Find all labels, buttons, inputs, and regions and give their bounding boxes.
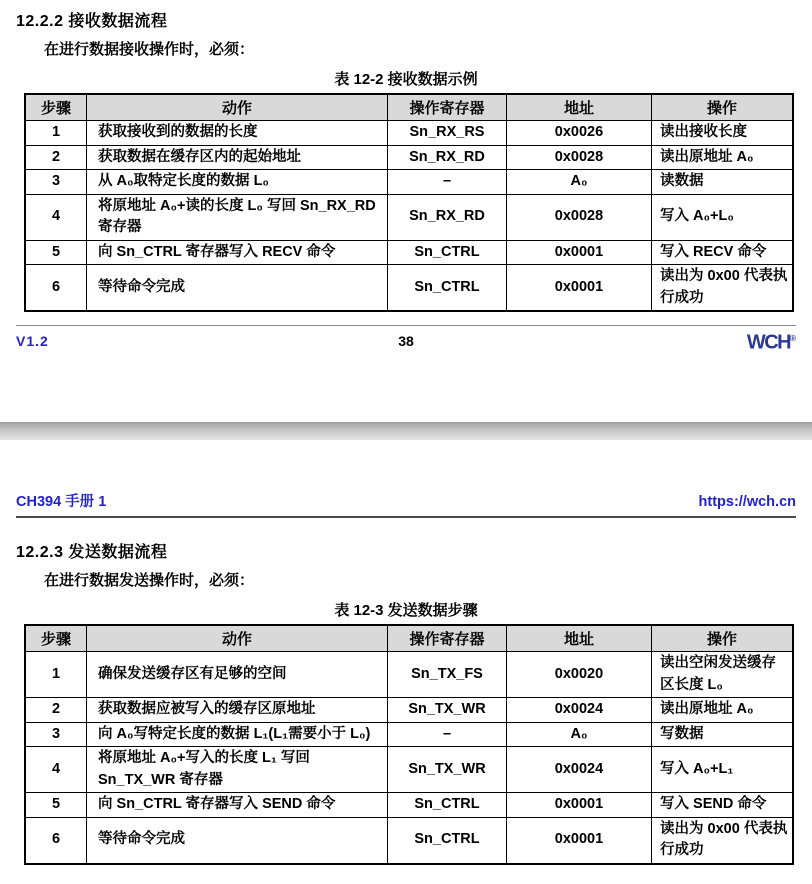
table-row	[25, 145, 793, 170]
table-cell: 读出空闲发送缓存区长度 L₀	[652, 652, 794, 698]
table-cell: 5	[25, 240, 87, 265]
table-cell: Sn_CTRL	[388, 265, 507, 312]
table-cell: 0x0024	[507, 698, 652, 723]
table-caption: 表 12-3 发送数据步骤	[334, 602, 478, 619]
table-cell: Sn_TX_WR	[388, 747, 507, 793]
table-row	[25, 652, 793, 698]
table-cell: 获取接收到的数据的长度	[87, 121, 388, 146]
table-cell: 将原地址 A₀+写入的长度 L₁ 写回 Sn_TX_WR 寄存器	[87, 747, 388, 793]
website-link[interactable]: https://wch.cn	[698, 494, 796, 510]
table-cell: 向 Sn_CTRL 寄存器写入 SEND 命令	[87, 793, 388, 818]
section-heading-send: 12.2.3 发送数据流程	[16, 544, 168, 561]
column-header: 操作	[652, 625, 794, 652]
table-cell: Sn_RX_RD	[388, 145, 507, 170]
column-header: 地址	[507, 625, 652, 652]
column-header: 动作	[87, 625, 388, 652]
table-cell: 写入 A₀+L₀	[652, 194, 794, 240]
intro-text: 在进行数据接收操作时，必须：	[44, 41, 255, 58]
table-cell: 确保发送缓存区有足够的空间	[87, 652, 388, 698]
table-cell: 2	[25, 145, 87, 170]
column-header: 操作寄存器	[388, 94, 507, 121]
table-cell: 3	[25, 722, 87, 747]
table-cell: 0x0028	[507, 194, 652, 240]
table-cell: 4	[25, 194, 87, 240]
table-cell: 向 A₀写特定长度的数据 L₁(L₁需要小于 L₀)	[87, 722, 388, 747]
table-cell: Sn_CTRL	[388, 793, 507, 818]
table-cell: 写入 SEND 命令	[652, 793, 794, 818]
page-separator	[0, 422, 812, 440]
table-cell: 获取数据应被写入的缓存区原地址	[87, 698, 388, 723]
wch-logo	[686, 330, 796, 352]
table-cell: A₀	[507, 722, 652, 747]
intro-text: 在进行数据发送操作时，必须：	[44, 572, 255, 589]
table-row	[25, 722, 793, 747]
table-cell: 0x0001	[507, 240, 652, 265]
table-cell: 读出为 0x00 代表执行成功	[652, 265, 794, 312]
table-header-row	[25, 625, 793, 652]
table-row	[25, 265, 793, 312]
table-cell: Sn_TX_WR	[388, 698, 507, 723]
table-cell: A₀	[507, 170, 652, 195]
table-cell: Sn_RX_RD	[388, 194, 507, 240]
table-cell: Sn_CTRL	[388, 240, 507, 265]
table-row	[25, 793, 793, 818]
table-cell: 读数据	[652, 170, 794, 195]
table-cell: Sn_CTRL	[388, 817, 507, 864]
version-label: V1.2	[16, 332, 49, 349]
table-caption: 表 12-2 接收数据示例	[334, 71, 478, 88]
table-cell: 3	[25, 170, 87, 195]
table-cell: 0x0001	[507, 817, 652, 864]
table-row	[25, 170, 793, 195]
section-heading-receive: 12.2.2 接收数据流程	[16, 13, 168, 30]
registered-trademark-mark: ®	[790, 334, 796, 343]
table-row	[25, 194, 793, 240]
table-row	[25, 747, 793, 793]
page-2	[0, 440, 812, 884]
doc-title: CH394 手册 1	[16, 494, 107, 510]
table-cell: 写入 A₀+L₁	[652, 747, 794, 793]
table-cell: 1	[25, 652, 87, 698]
table-cell: 读出原地址 A₀	[652, 698, 794, 723]
table-cell: 0x0028	[507, 145, 652, 170]
table-cell: 0x0001	[507, 793, 652, 818]
send-data-table	[24, 624, 794, 865]
table-cell: 将原地址 A₀+读的长度 L₀ 写回 Sn_RX_RD 寄存器	[87, 194, 388, 240]
table-cell: 读出原地址 A₀	[652, 145, 794, 170]
table-cell: 2	[25, 698, 87, 723]
page-footer	[16, 325, 796, 352]
table-cell: 读出为 0x00 代表执行成功	[652, 817, 794, 864]
table-cell: 向 Sn_CTRL 寄存器写入 RECV 命令	[87, 240, 388, 265]
column-header: 操作寄存器	[388, 625, 507, 652]
column-header: 步骤	[25, 94, 87, 121]
table-cell: 等待命令完成	[87, 265, 388, 312]
table-cell: 4	[25, 747, 87, 793]
table-cell: 6	[25, 817, 87, 864]
table-header-row	[25, 94, 793, 121]
table-row	[25, 240, 793, 265]
column-header: 操作	[652, 94, 794, 121]
table-cell: 0x0020	[507, 652, 652, 698]
column-header: 步骤	[25, 625, 87, 652]
table-cell: Sn_TX_FS	[388, 652, 507, 698]
table-row	[25, 698, 793, 723]
table-row	[25, 121, 793, 146]
table-cell: 写入 RECV 命令	[652, 240, 794, 265]
table-cell: Sn_RX_RS	[388, 121, 507, 146]
table-cell: –	[388, 722, 507, 747]
table-cell: 0x0001	[507, 265, 652, 312]
table-cell: 从 A₀取特定长度的数据 L₀	[87, 170, 388, 195]
table-cell: 0x0024	[507, 747, 652, 793]
page-header	[16, 440, 796, 518]
column-header: 动作	[87, 94, 388, 121]
wch-logo-text: WCH	[746, 331, 791, 354]
table-cell: 等待命令完成	[87, 817, 388, 864]
table-cell: 6	[25, 265, 87, 312]
table-cell: 1	[25, 121, 87, 146]
table-cell: 获取数据在缓存区内的起始地址	[87, 145, 388, 170]
table-cell: 读出接收长度	[652, 121, 794, 146]
page-number: 38	[398, 332, 414, 349]
table-cell: –	[388, 170, 507, 195]
column-header: 地址	[507, 94, 652, 121]
table-cell: 5	[25, 793, 87, 818]
table-cell: 0x0026	[507, 121, 652, 146]
receive-data-table	[24, 93, 794, 312]
table-row	[25, 817, 793, 864]
page-1	[0, 0, 812, 422]
table-cell: 写数据	[652, 722, 794, 747]
